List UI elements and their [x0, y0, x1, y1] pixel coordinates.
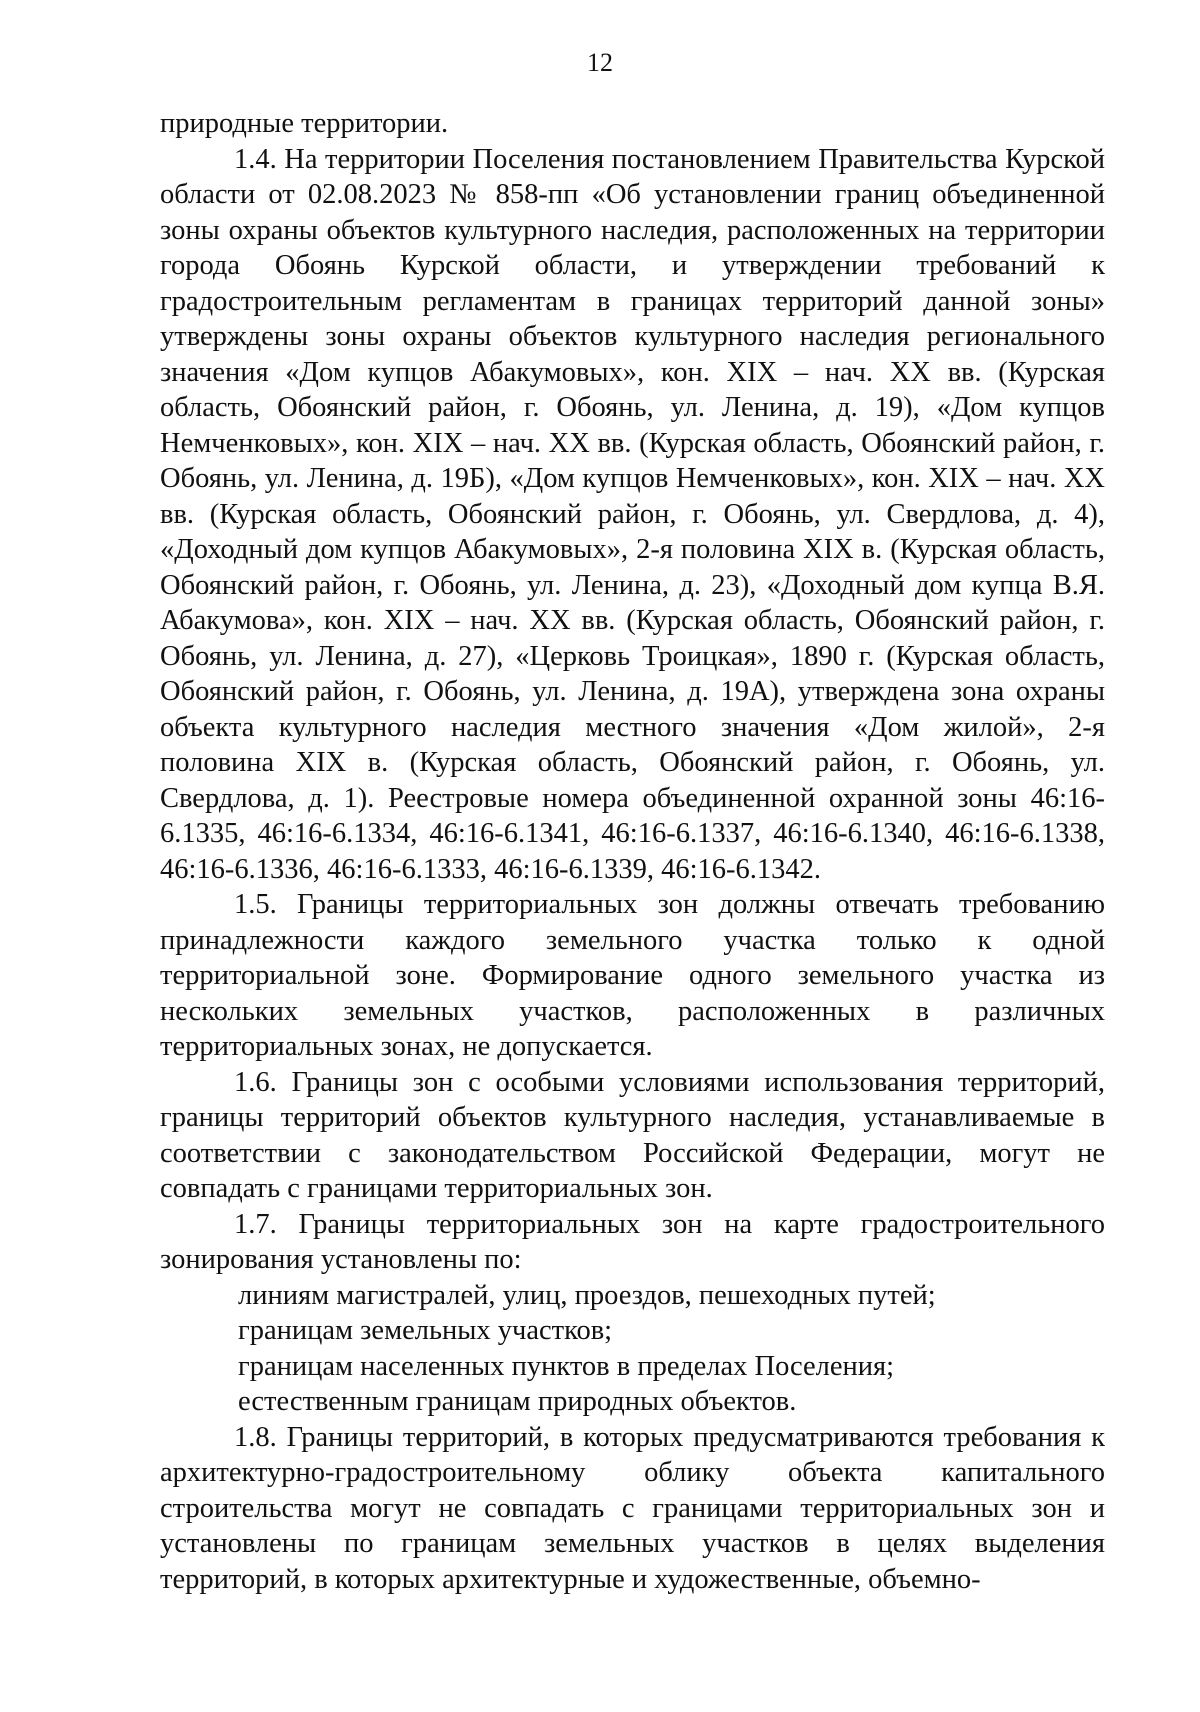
paragraph-1-8: 1.8. Границы территорий, в которых предусматриваются требования к архитектурно-градостроительному облику объекта капитального строительства могут не совпадать с границами территориальных зон и установлены по границам земельных участков в целях выделения территорий, в которых архитектурные и художественные, объемно-	[160, 1421, 1105, 1595]
paragraph-1-6: 1.6. Границы зон с особыми условиями использования территорий, границы территорий объектов культурного наследия, устанавливаемые в соответствии с законодательством Российской Федерации, могут не совпадать с границами территориальных зон.	[160, 1066, 1105, 1204]
document-body	[160, 106, 1105, 1597]
list-item: естественным границам природных объектов.	[238, 1386, 797, 1417]
paragraph-1-4: 1.4. На территории Поселения постановлением Правительства Курской области от 02.08.2023 № 858-пп «Об установлении границ объединенной зоны охраны объектов культурного наследия, расположенных на территории города Обоянь Курской области, и утверждении требований к градостроительным регламентам в границах территорий данной зоны» утверждены зоны охраны объектов культурного наследия регионального значения «Дом купцов Абакумовых», кон. XIX – нач. XX вв. (Курская область, Обоянский район, г. Обоянь, ул. Ленина, д. 19), «Дом купцов Немченковых», кон. XIX – нач. XX вв. (Курская область, Обоянский район, г. Обоянь, ул. Ленина, д. 19Б), «Дом купцов Немченковых», кон. XIX – нач. XX вв. (Курская область, Обоянский район, г. Обоянь, ул. Свердлова, д. 4), «Доходный дом купцов Абакумовых», 2-я половина XIX в. (Курская область, Обоянский район, г. Обоянь, ул. Ленина, д. 23), «Доходный дом купца В.Я. Абакумова», кон. XIX – нач. XX вв. (Курская область, Обоянский район, г. Обоянь, ул. Ленина, д. 27), «Церковь Троицкая», 1890 г. (Курская область, Обоянский район, г. Обоянь, ул. Ленина, д. 19А), утверждена зона охраны объекта культурного наследия местного значения «Дом жилой», 2-я половина XIX в. (Курская область, Обоянский район, г. Обоянь, ул. Свердлова, д. 1). Реестровые номера объединенной охранной зоны 46:16-6.1335, 46:16-6.1334, 46:16-6.1341, 46:16-6.1337, 46:16-6.1340, 46:16-6.1338, 46:16-6.1336, 46:16-6.1333, 46:16-6.1339, 46:16-6.1342.	[160, 143, 1105, 885]
paragraph-continuation: природные территории.	[160, 108, 449, 139]
paragraph-1-5: 1.5. Границы территориальных зон должны отвечать требованию принадлежности каждого земельного участка только к одной территориальной зоне. Формирование одного земельного участка из нескольких земельных участков, расположенных в различных территориальных зонах, не допускается.	[160, 889, 1105, 1062]
paragraph-1-7: 1.7. Границы территориальных зон на карте градостроительного зонирования установлены по:	[160, 1208, 1105, 1275]
list-item: границам земельных участков;	[238, 1315, 613, 1346]
page-number: 12	[587, 48, 613, 77]
list-item: линиям магистралей, улиц, проездов, пешеходных путей;	[238, 1279, 936, 1311]
boundary-list	[160, 1278, 1105, 1420]
list-item: границам населенных пунктов в пределах Поселения;	[238, 1350, 895, 1382]
